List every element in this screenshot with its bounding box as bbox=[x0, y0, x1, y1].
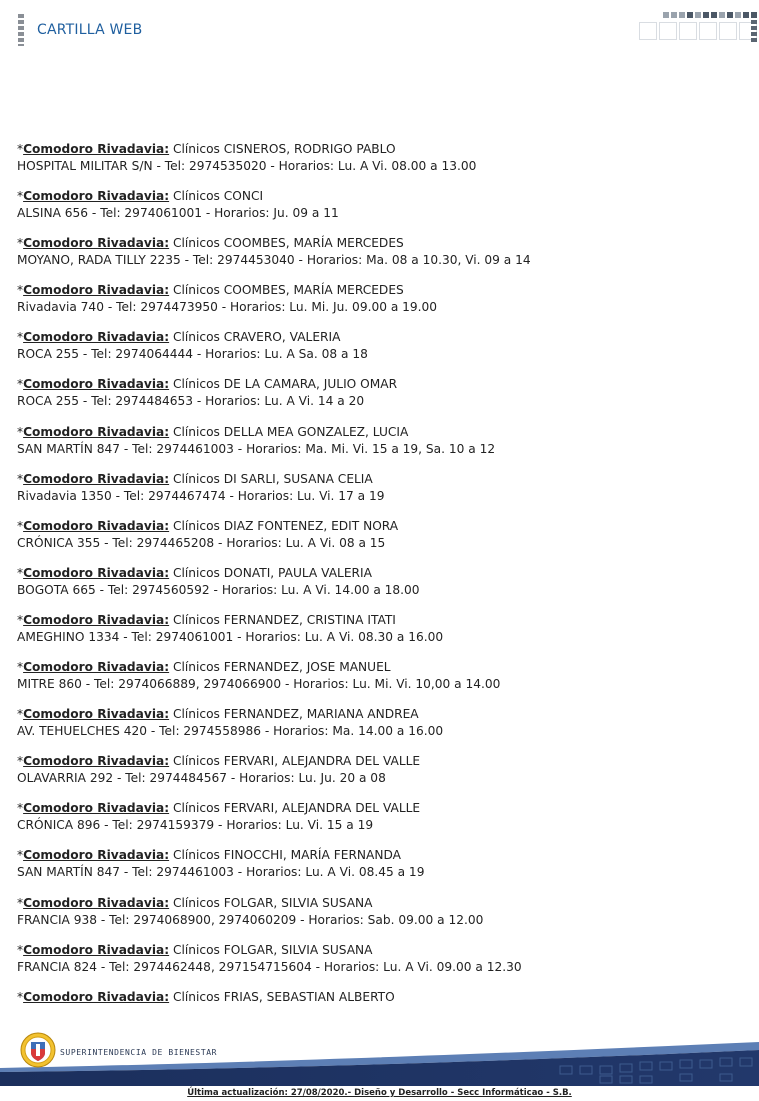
entry-header-line: *Comodoro Rivadavia: Clínicos FERNANDEZ, JOSE MANUEL bbox=[17, 660, 391, 675]
entry-specialty: Clínicos bbox=[172, 565, 220, 580]
entry-specialty: Clínicos bbox=[172, 142, 220, 156]
list-item bbox=[17, 282, 747, 329]
entry-city: Comodoro Rivadavia: bbox=[23, 801, 170, 816]
entry-city: Comodoro Rivadavia: bbox=[23, 142, 170, 156]
footer-update-note: Última actualización: 27/08/2020.- Diseño y Desarrollo - Secc Informáticao - S.B. bbox=[187, 1088, 572, 1098]
entry-header-line: *Comodoro Rivadavia: Clínicos CONCI bbox=[17, 189, 264, 204]
list-item bbox=[17, 376, 747, 423]
entry-detail: FRANCIA 824 - Tel: 2974462448, 297154715604 - Horarios: Lu. A Vi. 09.00 a 12.30 bbox=[17, 959, 522, 974]
list-item bbox=[17, 518, 747, 565]
entry-detail: FRANCIA 938 - Tel: 2974068900, 2974060209 - Horarios: Sab. 09.00 a 12.00 bbox=[17, 912, 484, 927]
entry-header-line: *Comodoro Rivadavia: Clínicos DIAZ FONTENEZ, EDIT NORA bbox=[17, 518, 399, 533]
entry-detail: Rivadavia 1350 - Tel: 2974467474 - Horarios: Lu. Vi. 17 a 19 bbox=[17, 488, 385, 503]
entry-specialty: Clínicos bbox=[172, 754, 220, 769]
entry-header-line: *Comodoro Rivadavia: Clínicos FERVARI, ALEJANDRA DEL VALLE bbox=[17, 754, 421, 769]
entry-city: Comodoro Rivadavia: bbox=[23, 189, 170, 204]
entry-header-line: *Comodoro Rivadavia: Clínicos DELLA MEA GONZALEZ, LUCIA bbox=[17, 424, 409, 439]
entry-header-line: *Comodoro Rivadavia: Clínicos FOLGAR, SILVIA SUSANA bbox=[17, 895, 373, 910]
entry-header-line: *Comodoro Rivadavia: Clínicos DE LA CAMARA, JULIO OMAR bbox=[17, 377, 398, 392]
entry-detail: MOYANO, RADA TILLY 2235 - Tel: 2974453040 - Horarios: Ma. 08 a 10.30, Vi. 09 a 14 bbox=[17, 253, 531, 268]
entry-detail: MITRE 860 - Tel: 2974066889, 2974066900 - Horarios: Lu. Mi. Vi. 10,00 a 14.00 bbox=[17, 677, 501, 692]
entry-detail: CRÓNICA 355 - Tel: 2974465208 - Horarios: Lu. A Vi. 08 a 15 bbox=[17, 535, 386, 550]
entry-city: Comodoro Rivadavia: bbox=[23, 942, 170, 957]
entry-header-line: *Comodoro Rivadavia: Clínicos FINOCCHI, MARÍA FERNANDA bbox=[17, 848, 401, 863]
provider-list bbox=[17, 141, 747, 1036]
entry-provider-name: CRAVERO, VALERIA bbox=[223, 330, 341, 345]
entry-city: Comodoro Rivadavia: bbox=[23, 377, 170, 392]
entry-detail: AV. TEHUELCHES 420 - Tel: 2974558986 - Horarios: Ma. 14.00 a 16.00 bbox=[17, 724, 444, 739]
entry-specialty: Clínicos bbox=[172, 612, 220, 627]
entry-provider-name: FOLGAR, SILVIA SUSANA bbox=[223, 942, 373, 957]
entry-header-line: *Comodoro Rivadavia: Clínicos COOMBES, MARÍA MERCEDES bbox=[17, 236, 404, 251]
list-item bbox=[17, 659, 747, 706]
entry-provider-name: FOLGAR, SILVIA SUSANA bbox=[223, 895, 373, 910]
entry-city: Comodoro Rivadavia: bbox=[23, 471, 170, 486]
entry-detail: AMEGHINO 1334 - Tel: 2974061001 - Horarios: Lu. A Vi. 08.30 a 16.00 bbox=[17, 629, 444, 644]
entry-city: Comodoro Rivadavia: bbox=[23, 565, 170, 580]
entry-header-line: *Comodoro Rivadavia: Clínicos FOLGAR, SILVIA SUSANA bbox=[17, 942, 373, 957]
list-item bbox=[17, 942, 747, 989]
list-item bbox=[17, 424, 747, 471]
entry-provider-name: COOMBES, MARÍA MERCEDES bbox=[223, 236, 404, 251]
entry-header-line: *Comodoro Rivadavia: Clínicos FERNANDEZ, CRISTINA ITATI bbox=[17, 612, 396, 627]
entry-detail: SAN MARTÍN 847 - Tel: 2974461003 - Horarios: Lu. A Vi. 08.45 a 19 bbox=[17, 865, 425, 880]
entry-provider-name: DONATI, PAULA VALERIA bbox=[223, 565, 372, 580]
list-item bbox=[17, 235, 747, 282]
entry-specialty: Clínicos bbox=[172, 471, 220, 486]
entry-city: Comodoro Rivadavia: bbox=[23, 895, 170, 910]
entry-header-line: *Comodoro Rivadavia: Clínicos CISNEROS, RODRIGO PABLO bbox=[17, 142, 396, 156]
entry-provider-name: FINOCCHI, MARÍA FERNANDA bbox=[223, 848, 401, 863]
list-item bbox=[17, 565, 747, 612]
entry-provider-name: FERVARI, ALEJANDRA DEL VALLE bbox=[223, 754, 421, 769]
entry-specialty: Clínicos bbox=[172, 330, 220, 345]
entry-specialty: Clínicos bbox=[172, 707, 220, 722]
entry-header-line: *Comodoro Rivadavia: Clínicos COOMBES, MARÍA MERCEDES bbox=[17, 283, 404, 298]
entry-detail: ROCA 255 - Tel: 2974064444 - Horarios: Lu. A Sa. 08 a 18 bbox=[17, 347, 368, 362]
entry-city: Comodoro Rivadavia: bbox=[23, 754, 170, 769]
entry-specialty: Clínicos bbox=[172, 942, 220, 957]
entry-provider-name: DELLA MEA GONZALEZ, LUCIA bbox=[223, 424, 409, 439]
page-footer bbox=[0, 1028, 759, 1101]
entry-provider-name: DI SARLI, SUSANA CELIA bbox=[223, 471, 373, 486]
entry-city: Comodoro Rivadavia: bbox=[23, 518, 170, 533]
entry-header-line: *Comodoro Rivadavia: Clínicos FERNANDEZ, MARIANA ANDREA bbox=[17, 707, 419, 722]
list-item bbox=[17, 706, 747, 753]
entry-specialty: Clínicos bbox=[172, 801, 220, 816]
entry-detail: OLAVARRIA 292 - Tel: 2974484567 - Horarios: Lu. Ju. 20 a 08 bbox=[17, 771, 386, 786]
entry-detail: SAN MARTÍN 847 - Tel: 2974461003 - Horarios: Ma. Mi. Vi. 15 a 19, Sa. 10 a 12 bbox=[17, 441, 496, 456]
entry-specialty: Clínicos bbox=[172, 424, 220, 439]
entry-detail: ROCA 255 - Tel: 2974484653 - Horarios: Lu. A Vi. 14 a 20 bbox=[17, 394, 365, 409]
entry-specialty: Clínicos bbox=[172, 895, 220, 910]
entry-specialty: Clínicos bbox=[172, 283, 220, 298]
entry-city: Comodoro Rivadavia: bbox=[23, 612, 170, 627]
entry-provider-name: FERNANDEZ, MARIANA ANDREA bbox=[223, 707, 419, 722]
list-item bbox=[17, 471, 747, 518]
entry-header-line: *Comodoro Rivadavia: Clínicos FERVARI, ALEJANDRA DEL VALLE bbox=[17, 801, 421, 816]
entry-city: Comodoro Rivadavia: bbox=[23, 236, 170, 251]
entry-specialty: Clínicos bbox=[172, 848, 220, 863]
entry-detail: Rivadavia 740 - Tel: 2974473950 - Horarios: Lu. Mi. Ju. 09.00 a 19.00 bbox=[17, 300, 438, 315]
entry-specialty: Clínicos bbox=[172, 660, 220, 675]
entry-provider-name: CONCI bbox=[223, 189, 264, 204]
entry-city: Comodoro Rivadavia: bbox=[23, 330, 170, 345]
entry-city: Comodoro Rivadavia: bbox=[23, 989, 170, 1004]
list-item bbox=[17, 800, 747, 847]
entry-specialty: Clínicos bbox=[172, 236, 220, 251]
list-item bbox=[17, 141, 747, 188]
list-item bbox=[17, 895, 747, 942]
entry-header-line: *Comodoro Rivadavia: Clínicos DI SARLI, SUSANA CELIA bbox=[17, 471, 373, 486]
entry-provider-name: COOMBES, MARÍA MERCEDES bbox=[223, 283, 404, 298]
entry-provider-name: FERNANDEZ, CRISTINA ITATI bbox=[223, 612, 396, 627]
entry-city: Comodoro Rivadavia: bbox=[23, 848, 170, 863]
list-item bbox=[17, 188, 747, 235]
entry-provider-name: FERVARI, ALEJANDRA DEL VALLE bbox=[223, 801, 421, 816]
entry-detail: BOGOTA 665 - Tel: 2974560592 - Horarios: Lu. A Vi. 14.00 a 18.00 bbox=[17, 582, 420, 597]
entry-city: Comodoro Rivadavia: bbox=[23, 660, 170, 675]
entry-specialty: Clínicos bbox=[172, 518, 220, 533]
entry-header-line: *Comodoro Rivadavia: Clínicos DONATI, PAULA VALERIA bbox=[17, 565, 372, 580]
organization-seal-icon bbox=[20, 1032, 56, 1068]
entry-specialty: Clínicos bbox=[172, 189, 220, 204]
entry-detail: CRÓNICA 896 - Tel: 2974159379 - Horarios: Lu. Vi. 15 a 19 bbox=[17, 818, 374, 833]
page-title: CARTILLA WEB bbox=[37, 22, 143, 38]
entry-specialty: Clínicos bbox=[172, 989, 220, 1004]
header-accent-bar bbox=[18, 14, 24, 46]
entry-provider-name: CISNEROS, RODRIGO PABLO bbox=[223, 142, 396, 156]
list-item bbox=[17, 753, 747, 800]
entry-specialty: Clínicos bbox=[172, 377, 220, 392]
entry-provider-name: FERNANDEZ, JOSE MANUEL bbox=[223, 660, 391, 675]
page-header bbox=[0, 0, 759, 60]
entry-header-line: *Comodoro Rivadavia: Clínicos FRIAS, SEBASTIAN ALBERTO bbox=[17, 989, 395, 1004]
footer-wave-decoration bbox=[0, 1028, 759, 1088]
list-item bbox=[17, 612, 747, 659]
list-item bbox=[17, 329, 747, 376]
entry-provider-name: DIAZ FONTENEZ, EDIT NORA bbox=[223, 518, 399, 533]
organization-name: SUPERINTENDENCIA DE BIENESTAR bbox=[60, 1048, 218, 1057]
entry-city: Comodoro Rivadavia: bbox=[23, 707, 170, 722]
header-decoration bbox=[637, 12, 757, 46]
entry-provider-name: DE LA CAMARA, JULIO OMAR bbox=[223, 377, 398, 392]
entry-detail: ALSINA 656 - Tel: 2974061001 - Horarios: Ju. 09 a 11 bbox=[17, 206, 339, 221]
list-item bbox=[17, 847, 747, 894]
entry-detail: HOSPITAL MILITAR S/N - Tel: 2974535020 - Horarios: Lu. A Vi. 08.00 a 13.00 bbox=[17, 159, 477, 173]
entry-provider-name: FRIAS, SEBASTIAN ALBERTO bbox=[223, 989, 395, 1004]
entry-city: Comodoro Rivadavia: bbox=[23, 424, 170, 439]
entry-header-line: *Comodoro Rivadavia: Clínicos CRAVERO, VALERIA bbox=[17, 330, 341, 345]
entry-city: Comodoro Rivadavia: bbox=[23, 283, 170, 298]
